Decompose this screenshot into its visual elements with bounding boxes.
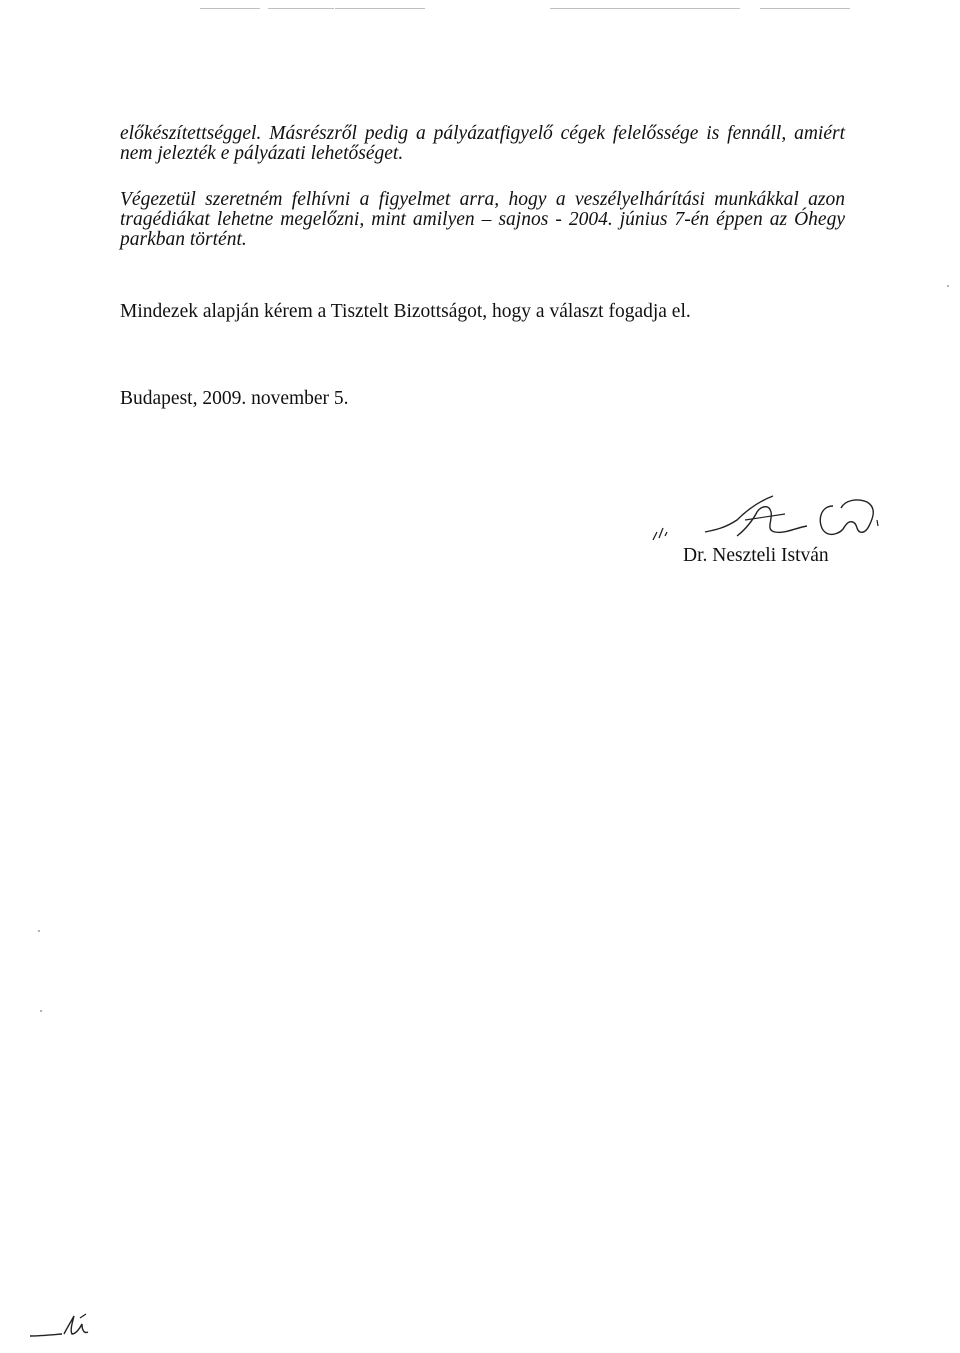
paragraph-hazard-prevention: Végezetül szeretném felhívni a figyelmet arra, hogy a veszélyelhárítási munkákkal azon tragédiákat lehetne megelőzni, mint amilyen – sajnos - 2004. június 7-én éppen az Óhegy parkban történt.: [120, 189, 845, 250]
date-line: Budapest, 2009. november 5.: [120, 388, 349, 409]
handwritten-initials: [28, 1312, 98, 1342]
scan-artifact-line: [550, 8, 740, 9]
paragraph-request: Mindezek alapján kérem a Tisztelt Bizottságot, hogy a választ fogadja el.: [120, 301, 691, 322]
paragraph-preparedness: előkészítettséggel. Másrészről pedig a pályázatfigyelő cégek felelőssége is fennáll, amiért nem jelezték e pályázati lehetőséget.: [120, 123, 845, 164]
scan-speck: [38, 930, 40, 932]
scan-speck: [40, 1010, 42, 1012]
scan-artifact-line: [335, 8, 425, 9]
scan-speck: [947, 285, 949, 287]
scan-artifact-line: [268, 8, 334, 9]
handwritten-signature: [645, 490, 885, 550]
signer-name: Dr. Neszteli István: [683, 545, 829, 566]
scan-artifact-line: [760, 8, 850, 9]
scan-artifact-line: [200, 8, 260, 9]
